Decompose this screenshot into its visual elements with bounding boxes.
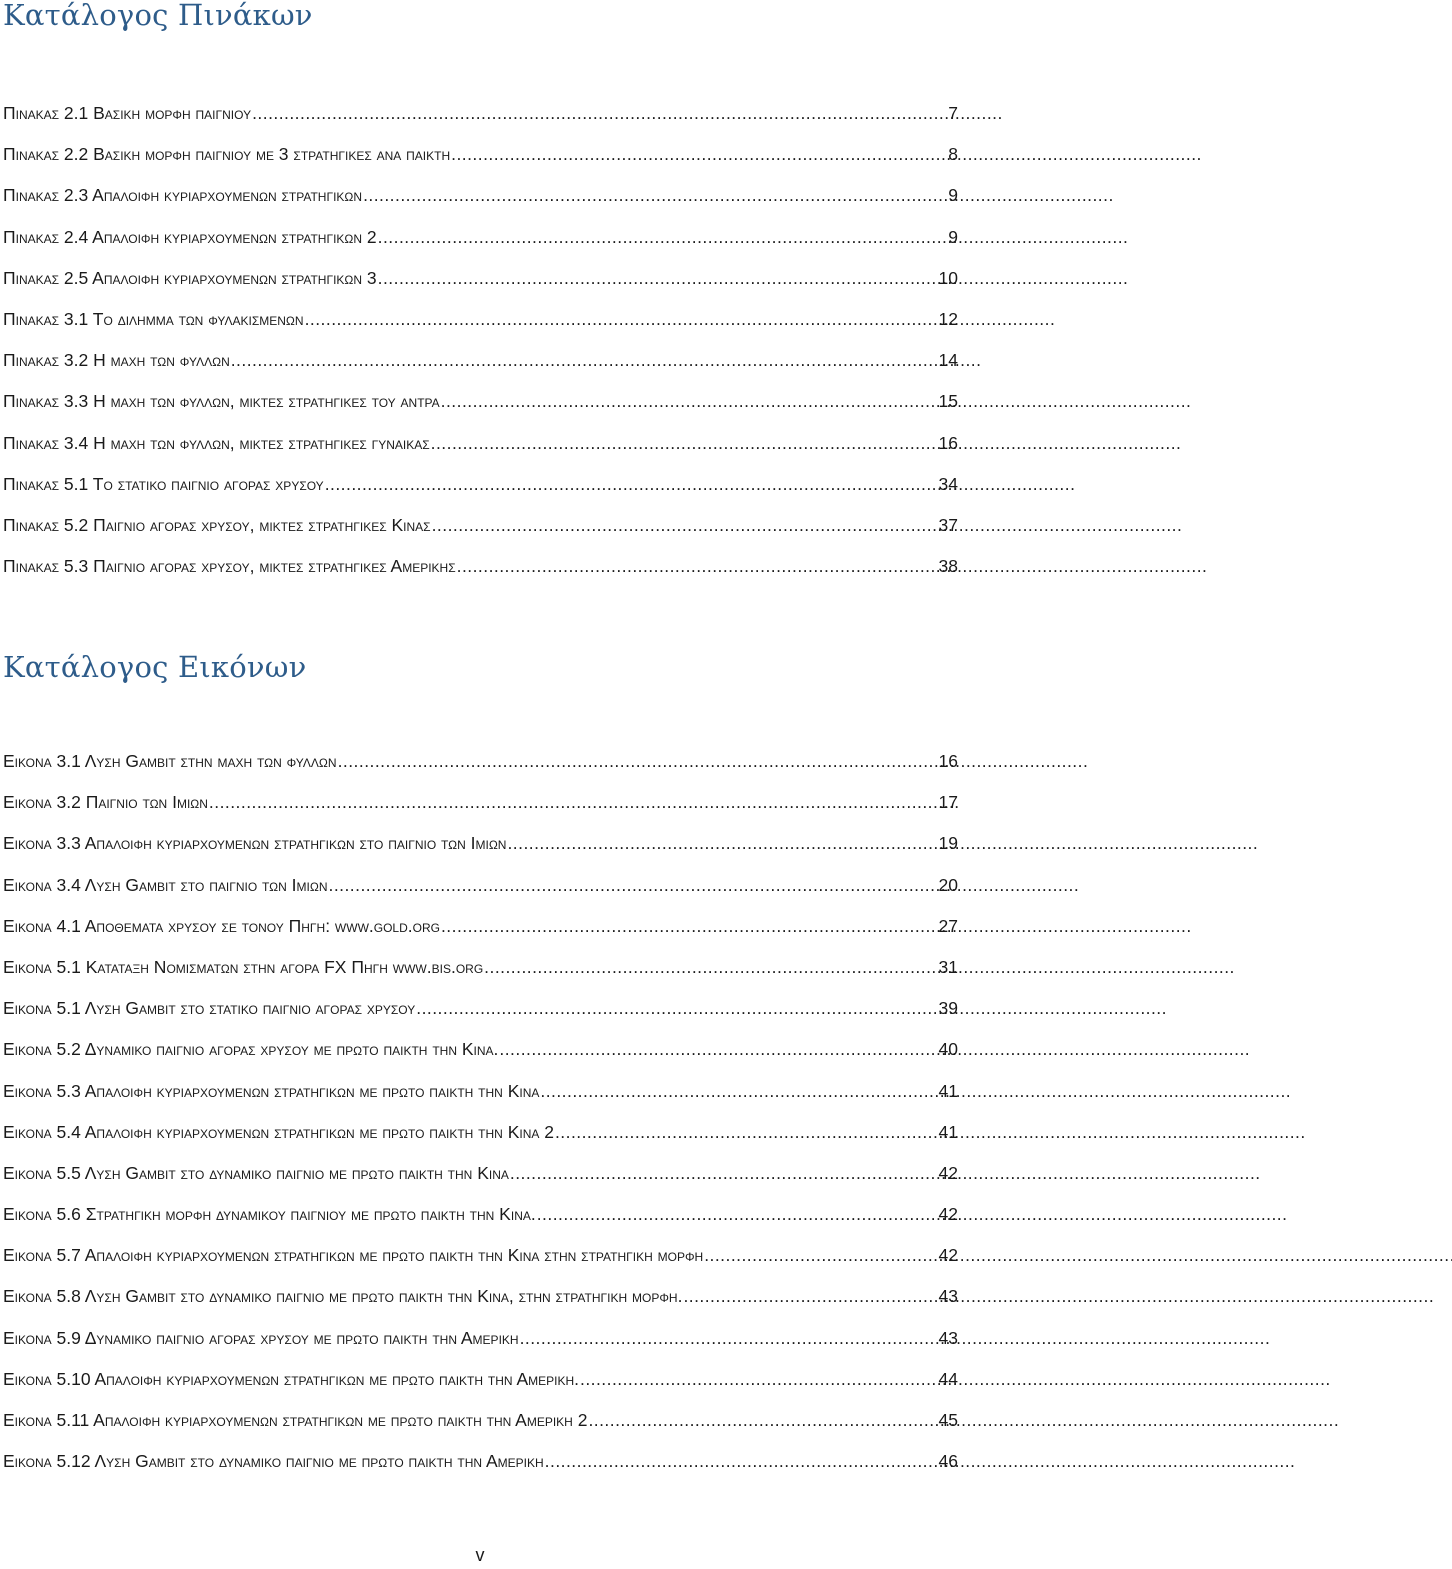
figure-entry-title[interactable]: Εικονα 5.2 Δυναμικο παιγνιο αγορας χρυσου με πρωτο παικτη την Κινα. xyxy=(3,1039,499,1060)
table-entry-title[interactable]: Πινακας 3.3 Η μαχη των φυλλων, μικτες στρατηγικες του αντρα xyxy=(3,391,440,412)
dot-leader xyxy=(329,875,938,896)
table-entry-page-number[interactable]: 7 xyxy=(948,103,958,123)
figure-entry-title[interactable]: Εικονα 5.1 Λυση Gambit στο στατικο παιγνιο αγορας χρυσου xyxy=(3,998,416,1019)
figure-entry[interactable] xyxy=(3,1410,958,1451)
dot-leader xyxy=(457,556,938,577)
table-entry-title[interactable]: Πινακας 5.2 Παιγνιο αγορας χρυσου, μικτες στρατηγικες Κινας xyxy=(3,514,431,535)
dot-leader xyxy=(431,433,938,454)
dot-leader xyxy=(555,1122,938,1143)
table-entry-page-number[interactable]: 37 xyxy=(938,514,958,535)
dot-leader xyxy=(209,792,938,813)
table-entry[interactable] xyxy=(3,144,958,185)
figure-entry[interactable] xyxy=(3,751,958,792)
dot-leader xyxy=(537,1204,938,1225)
figure-entry[interactable] xyxy=(3,998,958,1039)
dot-leader xyxy=(338,751,938,772)
figure-entry[interactable] xyxy=(3,1163,958,1204)
figure-entry-title[interactable]: Εικονα 5.6 Στρατηγικη μορφη δυναμικου παιγνιου με πρωτο παικτη την Κινα. xyxy=(3,1204,536,1225)
figure-entry-page-number[interactable]: 45 xyxy=(938,1410,958,1430)
figure-entry-page-number[interactable]: 41 xyxy=(938,1121,958,1142)
dot-leader xyxy=(545,1451,938,1472)
figure-entry[interactable] xyxy=(3,1122,958,1163)
figures-toc-list xyxy=(3,751,958,1492)
figure-entry[interactable] xyxy=(3,833,958,874)
table-entry-page-number[interactable]: 14 xyxy=(938,350,958,371)
figure-entry-page-number[interactable]: 43 xyxy=(938,1286,958,1307)
figure-entry-title[interactable]: Εικονα 5.5 Λυση Gambit στο δυναμικο παιγνιο με πρωτο παικτη την Κινα xyxy=(3,1162,509,1183)
table-entry[interactable] xyxy=(3,515,958,556)
figure-entry[interactable] xyxy=(3,792,958,833)
figure-entry-title[interactable]: Εικονα 3.2 Παιγνιο των Ιμιων xyxy=(3,792,208,813)
dot-leader xyxy=(252,103,947,124)
figure-entry-page-number[interactable]: 41 xyxy=(938,1080,958,1101)
table-entry-page-number[interactable]: 38 xyxy=(938,556,958,577)
table-entry-page-number[interactable]: 9 xyxy=(948,226,958,247)
table-entry-title[interactable]: Πινακας 2.5 Απαλοιφη κυριαρχουμενων στρατηγικων 3 xyxy=(3,267,377,288)
figure-entry[interactable] xyxy=(3,1286,958,1327)
figure-entry[interactable] xyxy=(3,1081,958,1122)
figure-entry-page-number[interactable]: 16 xyxy=(938,751,958,771)
tables-toc-list xyxy=(3,103,958,597)
dot-leader xyxy=(510,1163,938,1184)
dot-leader xyxy=(588,1410,937,1431)
figure-entry-title[interactable]: Εικονα 5.1 Καταταξη Νομισματων στην αγορα FX Πηγη www.bis.org xyxy=(3,956,484,977)
dot-leader xyxy=(484,957,937,978)
table-entry-title[interactable]: Πινακας 2.1 Βασικη μορφη παιγνιου xyxy=(3,103,252,123)
dot-leader xyxy=(231,350,938,371)
dot-leader xyxy=(416,998,937,1019)
dot-leader xyxy=(441,391,938,412)
figure-entry[interactable] xyxy=(3,1245,958,1286)
table-entry-title[interactable]: Πινακας 5.1 Το στατικο παιγνιο αγορας χρυσου xyxy=(3,473,324,494)
figure-entry[interactable] xyxy=(3,957,958,998)
table-entry[interactable] xyxy=(3,556,958,597)
table-entry-title[interactable]: Πινακας 2.3 Απαλοιφη κυριαρχουμενων στρατηγικων xyxy=(3,185,363,206)
table-entry-page-number[interactable]: 16 xyxy=(938,432,958,453)
figure-entry[interactable] xyxy=(3,1451,958,1492)
figure-entry-page-number[interactable]: 43 xyxy=(938,1327,958,1348)
table-entry-title[interactable]: Πινακας 2.4 Απαλοιφη κυριαρχουμενων στρατηγικων 2 xyxy=(3,226,377,247)
figure-entry-title[interactable]: Εικονα 5.9 Δυναμικο παιγνιο αγορας χρυσου με πρωτο παικτη την Αμερικη xyxy=(3,1327,519,1348)
table-entry-page-number[interactable]: 10 xyxy=(938,267,958,288)
figures-list-heading: Κατάλογος Εικόνων xyxy=(3,650,307,684)
table-entry-page-number[interactable]: 15 xyxy=(938,391,958,412)
figure-entry[interactable] xyxy=(3,916,958,957)
figure-entry-page-number[interactable]: 42 xyxy=(938,1162,958,1183)
table-entry-page-number[interactable]: 8 xyxy=(948,144,958,165)
table-entry[interactable] xyxy=(3,474,958,515)
table-entry-title[interactable]: Πινακας 3.4 Η μαχη των φυλλων, μικτες στρατηγικες γυναικας xyxy=(3,432,430,453)
table-entry-page-number[interactable]: 34 xyxy=(938,473,958,494)
dot-leader xyxy=(683,1286,937,1307)
dot-leader xyxy=(451,144,947,165)
table-entry-title[interactable]: Πινακας 3.1 Το διλημμα των φυλακισμενων xyxy=(3,308,304,329)
table-entry-title[interactable]: Πινακας 3.2 Η μαχη των φυλλων xyxy=(3,350,230,371)
dot-leader xyxy=(507,833,937,854)
figure-entry-page-number[interactable]: 20 xyxy=(938,874,958,895)
table-entry[interactable] xyxy=(3,268,958,309)
table-entry[interactable] xyxy=(3,103,958,144)
table-entry[interactable] xyxy=(3,185,958,226)
tables-list-heading: Κατάλογος Πινάκων xyxy=(3,0,313,32)
figure-entry-title[interactable]: Εικονα 4.1 Αποθεματα χρυσου σε τονου Πηγη: www.gold.org xyxy=(3,915,440,936)
dot-leader xyxy=(441,916,938,937)
figure-entry-title[interactable]: Εικονα 5.7 Απαλοιφη κυριαρχουμενων στρατηγικων με πρωτο παικτη την Κινα στην στρατηγικη μορφη xyxy=(3,1245,704,1266)
figure-entry-title[interactable]: Εικονα 3.3 Απαλοιφη κυριαρχουμενων στρατηγικων στο παιγνιο των Ιμιων xyxy=(3,833,507,854)
table-entry-title[interactable]: Πινακας 2.2 Βασικη μορφη παιγνιου με 3 στρατηγικες ανα παικτη xyxy=(3,144,451,165)
dot-leader xyxy=(325,474,938,495)
figure-entry[interactable] xyxy=(3,1204,958,1245)
page-number-footer: v xyxy=(475,1545,485,1565)
figure-entry-page-number[interactable]: 42 xyxy=(938,1245,958,1266)
table-entry[interactable] xyxy=(3,227,958,268)
table-entry[interactable] xyxy=(3,309,958,350)
dot-leader xyxy=(520,1328,938,1349)
figure-entry-title[interactable]: Εικονα 5.4 Απαλοιφη κυριαρχουμενων στρατηγικων με πρωτο παικτη την Κινα 2 xyxy=(3,1121,554,1142)
figure-entry-page-number[interactable]: 40 xyxy=(938,1039,958,1060)
dot-leader xyxy=(363,185,947,206)
dot-leader xyxy=(378,268,938,289)
figure-entry[interactable] xyxy=(3,1328,958,1369)
figure-entry-page-number[interactable]: 44 xyxy=(938,1368,958,1389)
table-entry[interactable] xyxy=(3,391,958,432)
figure-entry-page-number[interactable]: 27 xyxy=(938,915,958,936)
figure-entry-page-number[interactable]: 19 xyxy=(938,833,958,854)
figure-entry-page-number[interactable]: 31 xyxy=(938,956,958,977)
figure-entry-page-number[interactable]: 39 xyxy=(938,998,958,1019)
figure-entry[interactable] xyxy=(3,875,958,916)
dot-leader xyxy=(704,1245,937,1266)
figure-entry-title[interactable]: Εικονα 5.12 Λυση Gambit στο δυναμικο παιγνιο με πρωτο παικτη την Αμερικη xyxy=(3,1451,544,1472)
dot-leader xyxy=(378,227,948,248)
table-entry-page-number[interactable]: 9 xyxy=(948,185,958,206)
figure-entry-title[interactable]: Εικονα 5.8 Λυση Gambit στο δυναμικο παιγνιο με πρωτο παικτη την Κινα, στην στρατηγικη μορφη. xyxy=(3,1286,683,1307)
table-entry[interactable] xyxy=(3,433,958,474)
dot-leader xyxy=(432,515,938,536)
table-entry[interactable] xyxy=(3,350,958,391)
figure-entry-title[interactable]: Εικονα 3.4 Λυση Gambit στο παιγνιο των Ιμιων xyxy=(3,874,328,895)
figure-entry-page-number[interactable]: 46 xyxy=(938,1451,958,1472)
table-entry-title[interactable]: Πινακας 5.3 Παιγνιο αγορας χρυσου, μικτες στρατηγικες Αμερικης xyxy=(3,556,456,577)
figure-entry-title[interactable]: Εικονα 5.10 Απαλοιφη κυριαρχουμενων στρατηγικων με πρωτο παικτη την Αμερικη. xyxy=(3,1368,580,1389)
figure-entry[interactable] xyxy=(3,1039,958,1080)
table-entry-page-number[interactable]: 12 xyxy=(938,308,958,329)
figure-entry-page-number[interactable]: 17 xyxy=(938,792,958,813)
figure-entry-title[interactable]: Εικονα 3.1 Λυση Gambit στην μαχη των φυλλων xyxy=(3,751,337,771)
figure-entry-page-number[interactable]: 42 xyxy=(938,1204,958,1225)
dot-leader xyxy=(540,1081,937,1102)
figure-entry-title[interactable]: Εικονα 5.3 Απαλοιφη κυριαρχουμενων στρατηγικων με πρωτο παικτη την Κινα xyxy=(3,1080,540,1101)
dot-leader xyxy=(499,1039,937,1060)
figure-entry-title[interactable]: Εικονα 5.11 Απαλοιφη κυριαρχουμενων στρατηγικων με πρωτο παικτη την Αμερικη 2 xyxy=(3,1410,588,1430)
dot-leader xyxy=(580,1369,938,1390)
dot-leader xyxy=(305,309,938,330)
figure-entry[interactable] xyxy=(3,1369,958,1410)
